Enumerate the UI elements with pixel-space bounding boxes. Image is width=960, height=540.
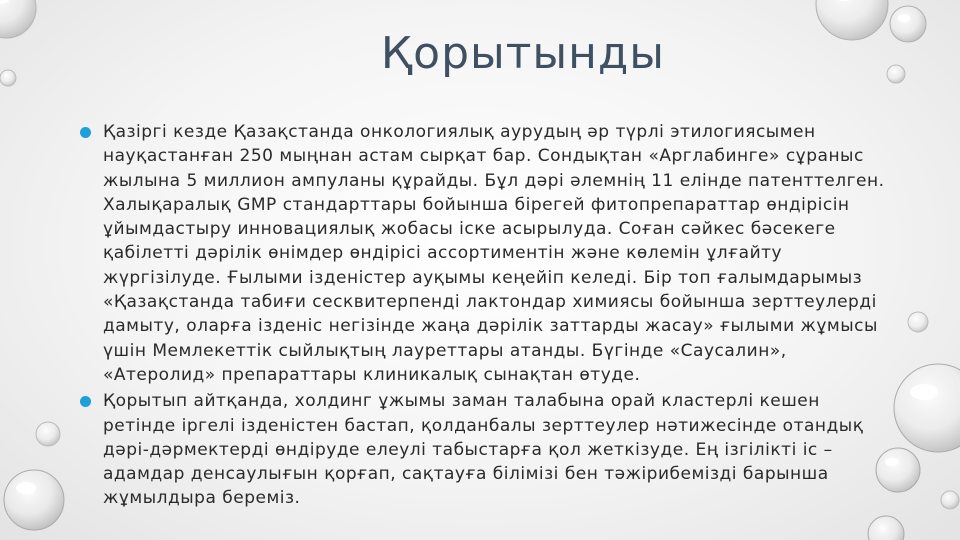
bullet-icon xyxy=(80,127,91,138)
slide-content xyxy=(80,120,890,513)
drop-right-large xyxy=(894,364,960,452)
drop-bottom-right xyxy=(868,516,904,540)
drop-left-bottom xyxy=(4,470,64,530)
bullet-icon xyxy=(80,396,91,407)
bullet-item xyxy=(80,120,890,387)
drop-left-small xyxy=(36,422,60,446)
bullet-item xyxy=(80,389,890,510)
bullet-text: Қазіргі кезде Қазақстанда онкологиялық аурудың әр түрлі этилогиясымен науқастанған 250 мыңнан астам сырқат бар. Сондықтан «Арглабинге» сұраныс жылына 5 миллион ампуланы құрайды. Бұл дәрі әлемнің 11 елінде патенттелген. Халықаралық GMP стандарттары бойынша бірегей фитопрепараттар өндірісін ұйымдастыру инновациялық жобасы іске асырылуда. Соған сәйкес бәсекеге қабілетті дәрілік өнімдер өндірісі ассортиментін және көлемін ұлғайту жүргізілуде. Ғылыми ізденістер ауқымы кеңейіп келеді. Бір топ ғалымдарымыз «Қазақстанда табиғи сесквитерпенді лактондар химиясы бойынша зерттеулерді дамыту, оларға ізденіс негізінде жаңа дәрілік заттарды жасау» ғылыми жұмысы үшін Мемлекеттік сыйлықтың лауреттары атанды. Бүгінде «Саусалин», «Атеролид» препараттары клиникалық сынақтан өтуде. xyxy=(103,122,885,385)
bullet-text: Қорытып айтқанда, холдинг ұжымы заман талабына орай кластерлі кешен ретінде іргелі ізденістен бастап, қолданбалы зерттеулер нәтижесінде отандық дәрі-дәрмектерді өндіруде елеулі табыстарға қол жеткізуде. Ең ізгілікті іс – адамдар денсаулығын қорғап, сақтауға білімізі бен тәжірибемізді барынша жұмылдыра береміз. xyxy=(103,391,864,509)
slide-title: Қорытынды xyxy=(380,28,666,79)
drop-right-tiny xyxy=(941,491,959,509)
drop-right-small xyxy=(908,312,928,332)
